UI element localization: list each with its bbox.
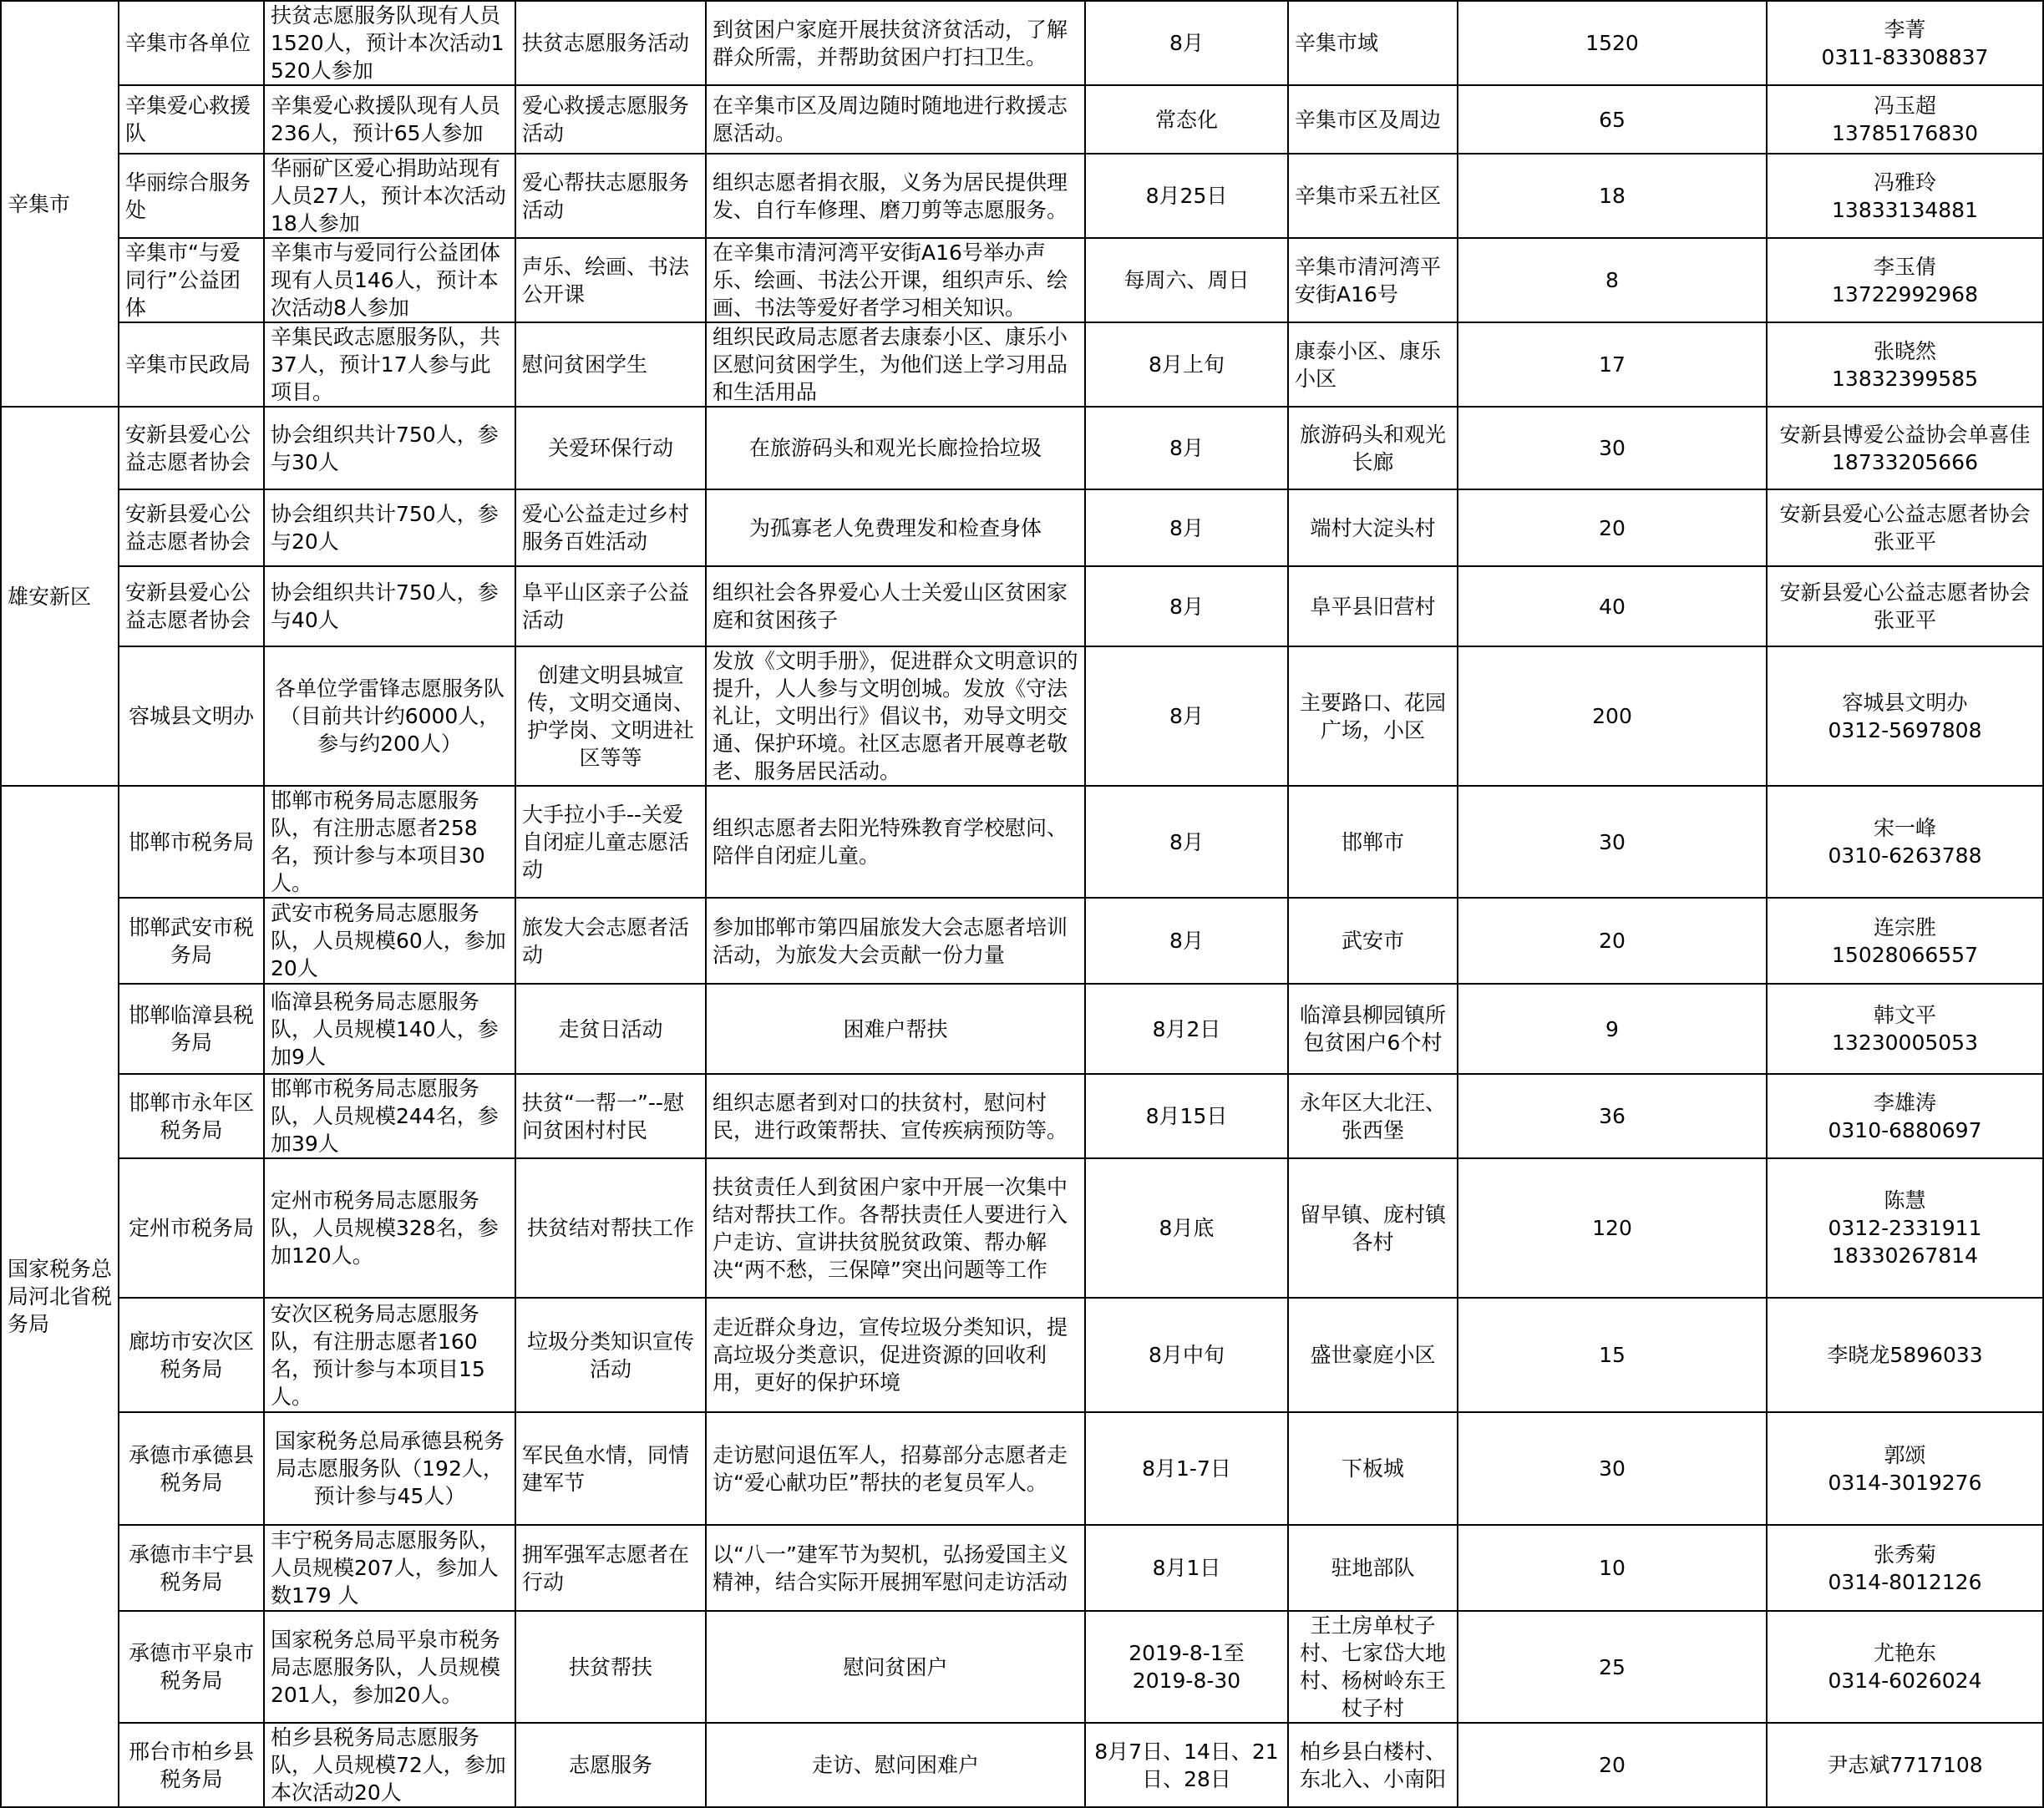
table-row: [1, 898, 2043, 984]
participant-count-cell: 40: [1458, 566, 1767, 646]
project-name-cell: 慰问贫困学生: [515, 322, 706, 407]
team-size-cell: 临漳县税务局志愿服务队，人员规模140人，参加9人: [264, 984, 515, 1074]
project-name-cell: 拥军强军志愿者在行动: [515, 1525, 706, 1611]
content-cell: 到贫困户家庭开展扶贫济贫活动，了解群众所需，并帮助贫困户打扫卫生。: [706, 1, 1085, 85]
participant-count-cell: 120: [1458, 1158, 1767, 1298]
content-cell: 发放《文明手册》，促进群众文明意识的提升，人人参与文明创城。发放《守法礼让，文明出行》倡议书，劝导文明交通、保护环境。社区志愿者开展尊老敬老、服务居民活动。: [706, 646, 1085, 786]
time-cell: 常态化: [1085, 85, 1288, 154]
content-cell: 组织志愿者捐衣服，义务为居民提供理发、自行车修理、磨刀剪等志愿服务。: [706, 154, 1085, 238]
project-name-cell: 大手拉小手--关爱自闭症儿童志愿活动: [515, 786, 706, 898]
participant-count-cell: 25: [1458, 1611, 1767, 1723]
organizer-cell: 邯郸武安市税务局: [119, 898, 264, 984]
organizer-cell: 廊坊市安次区税务局: [119, 1298, 264, 1412]
organizer-cell: 邯郸市税务局: [119, 786, 264, 898]
content-cell: 以“八一”建军节为契机，弘扬爱国主义精神，结合实际开展拥军慰问走访活动: [706, 1525, 1085, 1611]
participant-count-cell: 1520: [1458, 1, 1767, 85]
table-row: [1, 786, 2043, 898]
team-size-cell: 国家税务总局承德县税务局志愿服务队（192人，预计参与45人）: [264, 1412, 515, 1525]
team-size-cell: 国家税务总局平泉市税务局志愿服务队，人员规模201人，参加20人。: [264, 1611, 515, 1723]
place-cell: 康泰小区、康乐小区: [1288, 322, 1458, 407]
contact-cell: 李雄涛 0310-6880697: [1767, 1074, 2043, 1158]
participant-count-cell: 8: [1458, 238, 1767, 322]
project-name-cell: 扶贫结对帮扶工作: [515, 1158, 706, 1298]
place-cell: 主要路口、花园广场，小区: [1288, 646, 1458, 786]
organizer-cell: 承德市丰宁县税务局: [119, 1525, 264, 1611]
contact-cell: 安新县爱心公益志愿者协会 张亚平: [1767, 489, 2043, 566]
table-row: [1, 1074, 2043, 1158]
contact-cell: 李晓龙5896033: [1767, 1298, 2043, 1412]
place-cell: 盛世豪庭小区: [1288, 1298, 1458, 1412]
organizer-cell: 辛集市民政局: [119, 322, 264, 407]
table-row: [1, 1723, 2043, 1807]
project-name-cell: 垃圾分类知识宣传活动: [515, 1298, 706, 1412]
team-size-cell: 辛集爱心救援队现有人员236人，预计65人参加: [264, 85, 515, 154]
project-name-cell: 扶贫帮扶: [515, 1611, 706, 1723]
table-row: [1, 1, 2043, 85]
team-size-cell: 柏乡县税务局志愿服务队，人员规模72人，参加本次活动20人: [264, 1723, 515, 1807]
team-size-cell: 协会组织共计750人，参与30人: [264, 407, 515, 489]
project-name-cell: 志愿服务: [515, 1723, 706, 1807]
content-cell: 在辛集市区及周边随时随地进行救援志愿活动。: [706, 85, 1085, 154]
organizer-cell: 辛集爱心救援队: [119, 85, 264, 154]
participant-count-cell: 9: [1458, 984, 1767, 1074]
project-name-cell: 旅发大会志愿者活动: [515, 898, 706, 984]
place-cell: 端村大淀头村: [1288, 489, 1458, 566]
time-cell: 8月: [1085, 489, 1288, 566]
table-row: [1, 154, 2043, 238]
table-row: [1, 1525, 2043, 1611]
table-row: [1, 407, 2043, 489]
place-cell: 王土房单杖子村、七家岱大地村、杨树岭东王杖子村: [1288, 1611, 1458, 1723]
time-cell: 8月15日: [1085, 1074, 1288, 1158]
content-cell: 走访慰问退伍军人，招募部分志愿者走访“爱心献功臣”帮扶的老复员军人。: [706, 1412, 1085, 1525]
region-cell: 辛集市: [1, 1, 119, 407]
participant-count-cell: 17: [1458, 322, 1767, 407]
project-name-cell: 关爱环保行动: [515, 407, 706, 489]
participant-count-cell: 20: [1458, 489, 1767, 566]
contact-cell: 冯玉超 13785176830: [1767, 85, 2043, 154]
team-size-cell: 定州市税务局志愿服务队，人员规模328名，参加120人。: [264, 1158, 515, 1298]
organizer-cell: 承德市平泉市税务局: [119, 1611, 264, 1723]
project-name-cell: 爱心公益走过乡村服务百姓活动: [515, 489, 706, 566]
table-row: [1, 85, 2043, 154]
organizer-cell: 辛集市各单位: [119, 1, 264, 85]
content-cell: 慰问贫困户: [706, 1611, 1085, 1723]
place-cell: 驻地部队: [1288, 1525, 1458, 1611]
participant-count-cell: 10: [1458, 1525, 1767, 1611]
region-cell: 国家税务总局河北省税务局: [1, 786, 119, 1807]
content-cell: 为孤寡老人免费理发和检查身体: [706, 489, 1085, 566]
place-cell: 辛集市清河湾平安街A16号: [1288, 238, 1458, 322]
content-cell: 组织志愿者去阳光特殊教育学校慰问、陪伴自闭症儿童。: [706, 786, 1085, 898]
time-cell: 8月: [1085, 407, 1288, 489]
place-cell: 留早镇、庞村镇各村: [1288, 1158, 1458, 1298]
project-name-cell: 阜平山区亲子公益活动: [515, 566, 706, 646]
content-cell: 参加邯郸市第四届旅发大会志愿者培训活动，为旅发大会贡献一份力量: [706, 898, 1085, 984]
project-name-cell: 扶贫“一帮一”--慰问贫困村村民: [515, 1074, 706, 1158]
time-cell: 每周六、周日: [1085, 238, 1288, 322]
table-row: [1, 1611, 2043, 1723]
organizer-cell: 安新县爱心公益志愿者协会: [119, 407, 264, 489]
participant-count-cell: 15: [1458, 1298, 1767, 1412]
contact-cell: 容城县文明办 0312-5697808: [1767, 646, 2043, 786]
project-name-cell: 创建文明县城宣传，文明交通岗、护学岗、文明进社区等等: [515, 646, 706, 786]
time-cell: 8月1日: [1085, 1525, 1288, 1611]
contact-cell: 宋一峰 0310-6263788: [1767, 786, 2043, 898]
participant-count-cell: 30: [1458, 407, 1767, 489]
team-size-cell: 各单位学雷锋志愿服务队（目前共计约6000人，参与约200人）: [264, 646, 515, 786]
team-size-cell: 邯郸市税务局志愿服务队，人员规模244名，参加39人: [264, 1074, 515, 1158]
participant-count-cell: 30: [1458, 786, 1767, 898]
organizer-cell: 华丽综合服务处: [119, 154, 264, 238]
contact-cell: 尹志斌7717108: [1767, 1723, 2043, 1807]
participant-count-cell: 65: [1458, 85, 1767, 154]
project-name-cell: 走贫日活动: [515, 984, 706, 1074]
organizer-cell: 辛集市“与爱同行”公益团体: [119, 238, 264, 322]
place-cell: 武安市: [1288, 898, 1458, 984]
team-size-cell: 协会组织共计750人，参与20人: [264, 489, 515, 566]
team-size-cell: 华丽矿区爱心捐助站现有人员27人，预计本次活动18人参加: [264, 154, 515, 238]
time-cell: 8月上旬: [1085, 322, 1288, 407]
place-cell: 永年区大北汪、张西堡: [1288, 1074, 1458, 1158]
time-cell: 8月: [1085, 646, 1288, 786]
place-cell: 辛集市区及周边: [1288, 85, 1458, 154]
time-cell: 8月: [1085, 1, 1288, 85]
time-cell: 8月2日: [1085, 984, 1288, 1074]
team-size-cell: 邯郸市税务局志愿服务队，有注册志愿者258名，预计参与本项目30人。: [264, 786, 515, 898]
contact-cell: 张晓然 13832399585: [1767, 322, 2043, 407]
content-cell: 困难户帮扶: [706, 984, 1085, 1074]
project-name-cell: 军民鱼水情，同情建军节: [515, 1412, 706, 1525]
participant-count-cell: 200: [1458, 646, 1767, 786]
region-cell: 雄安新区: [1, 407, 119, 786]
participant-count-cell: 18: [1458, 154, 1767, 238]
place-cell: 柏乡县白楼村、东北入、小南阳: [1288, 1723, 1458, 1807]
place-cell: 辛集市采五社区: [1288, 154, 1458, 238]
project-name-cell: 爱心帮扶志愿服务活动: [515, 154, 706, 238]
team-size-cell: 辛集市与爱同行公益团体现有人员146人，预计本次活动8人参加: [264, 238, 515, 322]
project-name-cell: 扶贫志愿服务活动: [515, 1, 706, 85]
table-row: [1, 322, 2043, 407]
contact-cell: 李玉倩 13722992968: [1767, 238, 2043, 322]
organizer-cell: 安新县爱心公益志愿者协会: [119, 566, 264, 646]
time-cell: 8月25日: [1085, 154, 1288, 238]
contact-cell: 尤艳东 0314-6026024: [1767, 1611, 2043, 1723]
project-name-cell: 爱心救援志愿服务活动: [515, 85, 706, 154]
contact-cell: 连宗胜 15028066557: [1767, 898, 2043, 984]
organizer-cell: 邢台市柏乡县税务局: [119, 1723, 264, 1807]
participant-count-cell: 36: [1458, 1074, 1767, 1158]
organizer-cell: 邯郸市永年区税务局: [119, 1074, 264, 1158]
table-row: [1, 238, 2043, 322]
time-cell: 8月: [1085, 786, 1288, 898]
table-row: [1, 1412, 2043, 1525]
team-size-cell: 扶贫志愿服务队现有人员1520人，预计本次活动1520人参加: [264, 1, 515, 85]
team-size-cell: 安次区税务局志愿服务队，有注册志愿者160名，预计参与本项目15人。: [264, 1298, 515, 1412]
table-row: [1, 646, 2043, 786]
participant-count-cell: 20: [1458, 1723, 1767, 1807]
organizer-cell: 邯郸临漳县税务局: [119, 984, 264, 1074]
organizer-cell: 承德市承德县税务局: [119, 1412, 264, 1525]
content-cell: 组织志愿者到对口的扶贫村，慰问村民，进行政策帮扶、宣传疾病预防等。: [706, 1074, 1085, 1158]
content-cell: 组织社会各界爱心人士关爱山区贫困家庭和贫困孩子: [706, 566, 1085, 646]
organizer-cell: 安新县爱心公益志愿者协会: [119, 489, 264, 566]
place-cell: 辛集市域: [1288, 1, 1458, 85]
content-cell: 走访、慰问困难户: [706, 1723, 1085, 1807]
time-cell: 8月: [1085, 566, 1288, 646]
contact-cell: 韩文平 13230005053: [1767, 984, 2043, 1074]
time-cell: 8月: [1085, 898, 1288, 984]
time-cell: 8月中旬: [1085, 1298, 1288, 1412]
contact-cell: 陈慧 0312-2331911 18330267814: [1767, 1158, 2043, 1298]
organizer-cell: 定州市税务局: [119, 1158, 264, 1298]
team-size-cell: 武安市税务局志愿服务队，人员规模60人，参加20人: [264, 898, 515, 984]
time-cell: 8月7日、14日、21日、28日: [1085, 1723, 1288, 1807]
contact-cell: 安新县博爱公益协会单喜佳 18733205666: [1767, 407, 2043, 489]
content-cell: 走近群众身边，宣传垃圾分类知识，提高垃圾分类意识，促进资源的回收利用，更好的保护环境: [706, 1298, 1085, 1412]
table-row: [1, 489, 2043, 566]
participant-count-cell: 30: [1458, 1412, 1767, 1525]
content-cell: 扶贫责任人到贫困户家中开展一次集中结对帮扶工作。各帮扶责任人要进行入户走访、宣讲扶贫脱贫政策、帮办解决“两不愁，三保障”突出问题等工作: [706, 1158, 1085, 1298]
organizer-cell: 容城县文明办: [119, 646, 264, 786]
team-size-cell: 辛集民政志愿服务队，共37人，预计17人参与此项目。: [264, 322, 515, 407]
table-row: [1, 1158, 2043, 1298]
contact-cell: 李菁 0311-83308837: [1767, 1, 2043, 85]
time-cell: 8月底: [1085, 1158, 1288, 1298]
time-cell: 2019-8-1至 2019-8-30: [1085, 1611, 1288, 1723]
contact-cell: 张秀菊 0314-8012126: [1767, 1525, 2043, 1611]
time-cell: 8月1-7日: [1085, 1412, 1288, 1525]
table-row: [1, 1298, 2043, 1412]
place-cell: 邯郸市: [1288, 786, 1458, 898]
place-cell: 下板城: [1288, 1412, 1458, 1525]
place-cell: 临漳县柳园镇所包贫困户6个村: [1288, 984, 1458, 1074]
contact-cell: 冯雅玲 13833134881: [1767, 154, 2043, 238]
table-row: [1, 984, 2043, 1074]
contact-cell: 郭颂 0314-3019276: [1767, 1412, 2043, 1525]
team-size-cell: 丰宁税务局志愿服务队，人员规模207人，参加人数179 人: [264, 1525, 515, 1611]
place-cell: 旅游码头和观光长廊: [1288, 407, 1458, 489]
team-size-cell: 协会组织共计750人，参与40人: [264, 566, 515, 646]
participant-count-cell: 20: [1458, 898, 1767, 984]
project-name-cell: 声乐、绘画、书法公开课: [515, 238, 706, 322]
table-row: [1, 566, 2043, 646]
content-cell: 组织民政局志愿者去康泰小区、康乐小区慰问贫困学生，为他们送上学习用品和生活用品: [706, 322, 1085, 407]
content-cell: 在旅游码头和观光长廊捡拾垃圾: [706, 407, 1085, 489]
contact-cell: 安新县爱心公益志愿者协会 张亚平: [1767, 566, 2043, 646]
content-cell: 在辛集市清河湾平安街A16号举办声乐、绘画、书法公开课，组织声乐、绘画、书法等爱好者学习相关知识。: [706, 238, 1085, 322]
place-cell: 阜平县旧营村: [1288, 566, 1458, 646]
